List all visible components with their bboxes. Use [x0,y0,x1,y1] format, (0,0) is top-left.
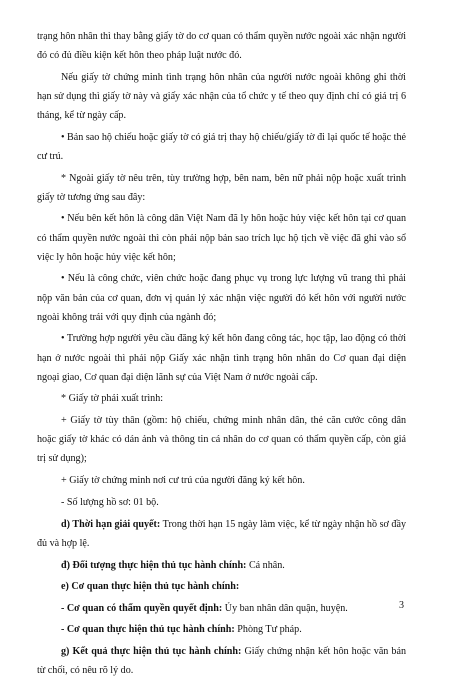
heading-documents-to-present: * Giấy tờ phải xuất trình: [61,393,164,405]
bullet-civil-servant: • Nếu là công chức, viên chức hoặc đang phục vụ trong lực lượng vũ trang thì phải nộp văn bản của cơ quan, đơn vị quản lý xác nhận việc người đó kết hôn với người nước ngoài không trái với quy định của ngành đó; [37,273,406,323]
section-processing-time [37,515,406,553]
section-executing-agency [37,577,406,596]
section-implementing-agency [37,620,406,639]
item-dossier-count: - Số lượng hồ sơ: 01 bộ. [61,496,159,508]
section-label: đ) Đối tượng thực hiện thủ tục hành chính: [61,559,247,571]
section-label: g) Kết quả thực hiện thủ tục hành chính: [61,645,242,657]
section-label: e) Cơ quan thực hiện thủ tục hành chính: [61,581,240,593]
section-text: Giấy chứng nhận kết hôn hoặc văn bản từ chối, có nêu rõ lý do. [37,645,406,677]
page-number: 3 [399,600,404,611]
paragraph-validity-note: Nếu giấy tờ chứng minh tình trạng hôn nhân của người nước ngoài không ghi thời hạn sử dụng thì giấy tờ này và giấy xác nhận của tổ chức y tế theo quy định chỉ có giá trị 6 tháng, kể từ ngày cấp. [37,71,406,122]
bullet-divorced-citizen: • Nếu bên kết hôn là công dân Việt Nam đã ly hôn hoặc hủy việc kết hôn tại cơ quan có thẩm quyền nước ngoài thì còn phải nộp bản sao trích lục hộ tịch về việc đã ghi vào sổ việc ly hôn hoặc hủy việc kết hôn; [37,213,406,263]
section-subjects [37,556,406,575]
section-text: Phòng Tư pháp. [234,624,302,636]
bullet-passport-copy: • Bản sao hộ chiếu hoặc giấy tờ có giá trị thay hộ chiếu/giấy tờ đi lại quốc tế hoặc thẻ cư trú. [37,131,406,162]
section-text: Trong thời hạn 15 ngày làm việc, kể từ ngày nhận hồ sơ đầy đủ và hợp lệ. [37,518,406,549]
bullet-working-abroad: • Trường hợp người yêu cầu đăng ký kết hôn đang công tác, học tập, lao động có thời hạn ở nước ngoài thì phải nộp Giấy xác nhận tình trạng hôn nhân do Cơ quan đại diện ngoại giao, Cơ quan đại diện lãnh sự của Việt Nam ở nước ngoài cấp. [37,333,406,383]
item-residence-proof: + Giấy tờ chứng minh nơi cư trú của người đăng ký kết hôn. [61,474,305,486]
paragraph-continuation: trạng hôn nhân thì thay bằng giấy tờ do cơ quan có thẩm quyền nước ngoài xác nhận người đó có đủ điều kiện kết hôn theo pháp luật nước đó. [37,31,406,62]
item-identity-documents: + Giấy tờ tùy thân (gồm: hộ chiếu, chứng minh nhân dân, thẻ căn cước công dân hoặc giấy tờ khác có dán ảnh và thông tin cá nhân do cơ quan có thẩm quyền cấp, còn giá trị sử dụng); [37,414,406,465]
section-text: Cá nhân. [246,559,285,571]
section-label: - Cơ quan có thẩm quyền quyết định: [61,602,223,614]
paragraph-additional-documents: * Ngoài giấy tờ nêu trên, tùy trường hợp, bên nam, bên nữ phải nộp hoặc xuất trình giấy tờ tương ứng sau đây: [37,172,406,203]
section-deciding-authority [37,599,406,618]
section-text: Ủy ban nhân dân quận, huyện. [222,602,348,614]
section-label: d) Thời hạn giải quyết: [61,518,161,530]
section-result [37,642,406,680]
section-label: - Cơ quan thực hiện thủ tục hành chính: [61,624,235,636]
